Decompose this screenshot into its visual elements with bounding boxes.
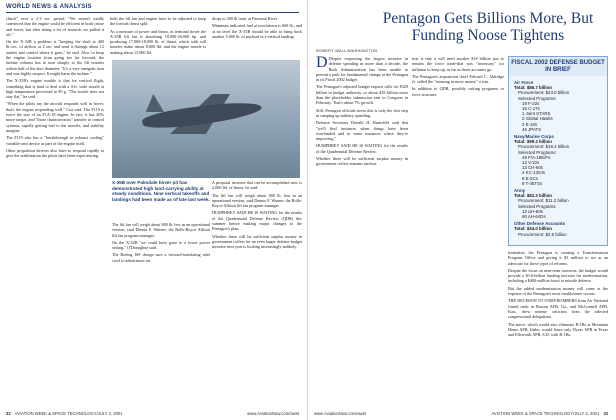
- paragraph: Minimum indicated fuel at touchdown is 600 lb., and at no level the X-35B should be able to bring back another 5,000 lb. of payload in a vertical landing.: [212, 23, 302, 39]
- group-total: Total: $82.2 billion: [514, 193, 552, 199]
- paragraph: Whether there will be sufficient surplus money in government coffers remains unclear.: [316, 156, 408, 167]
- group-procurement: Procurement: $23.0 billion: [518, 90, 570, 96]
- publication-line: AVIATION WEEK & SPACE TECHNOLOGY/JULY 2, 2001: [14, 411, 123, 416]
- left-column-2-bottom: [112, 222, 210, 398]
- paragraph: Still, Pentagon officials stress this is only the first step in ramping up military spending.: [316, 107, 408, 118]
- group-name: Air Force: [514, 80, 534, 85]
- program-item: 2 Global Hawks: [522, 116, 553, 122]
- photo-caption: X-35B over Palmdale hover pit has demonstrated high land-carrying ability at steady conditions. Nine vertical takeoffs and landings had been made as of late last week.: [112, 180, 210, 202]
- program-item: 15 C-17s: [522, 106, 540, 112]
- right-footer: [314, 411, 608, 416]
- paragraph: The Pentagon's acquisition chief Edward C. Aldridge Jr. called the "seeming in more money" a win.: [412, 73, 504, 85]
- group-name: Other Defense Accounts: [514, 221, 566, 227]
- left-footer: [6, 411, 299, 416]
- program-item: 4 KC-130Js: [522, 170, 545, 176]
- group-selected: Selected Programs:: [518, 95, 557, 101]
- paragraph: THE DECISION TO STRIP BOMBERS from Air National Guard units in Boston AFB, Ga., and McConnell AFB, Kan., drew intense criticism from the affected congressional delegations.: [508, 298, 608, 320]
- group-selected: Selected Programs:: [518, 149, 557, 155]
- program-item: 8 E-2Cs: [522, 175, 538, 181]
- group-total: Total: $34.0 billion: [514, 226, 552, 232]
- paragraph: The move, which would also eliminate B-1Bs at Mountain Home AFB, Idaho, would leave only Dyess AFB in Texas and Ellsworth AFB, S.D. with B-1Bs.: [508, 321, 608, 338]
- byline: ROBERT WALL/WASHINGTON: [316, 48, 378, 53]
- paragraph: On the X-32B "we could have gone to a lower power setting," O'Donoghue said.: [112, 239, 210, 251]
- paragraph: The Boeing JSF design uses a forward-translating inlet cowl to admit more air.: [112, 252, 210, 263]
- group-procurement: Procurement: $18.4 billion: [518, 144, 570, 150]
- program-item: 19 F-22s: [522, 100, 540, 106]
- paragraph: The lift fan will weigh about 800 lb. less in an operational version, said Dennis F. Warner, the Rolls-Royce Allison lift fan program manager.: [212, 192, 302, 209]
- aircraft-photo: [112, 60, 300, 178]
- paragraph: [316, 56, 408, 82]
- paragraph: A proposal increase that can be accomplished now is 2,000 lbf. of thrust, he said.: [212, 180, 302, 191]
- program-item: 12 V-22s: [522, 160, 540, 166]
- paragraph: But the added modernization money will come at the expense of the Pentagon's most troublesome sectors.: [508, 285, 608, 297]
- drop-cap: D: [316, 56, 328, 71]
- paragraph: The X-35B's engine trouble is that for vertical flight, something that is hard to deal with a 4-ft. wide nozzle at high temperature processed to 90 g. "The nozzle does not stay flat," he said.: [6, 78, 104, 100]
- website-link[interactable]: www.AviationNow.com/awst: [247, 411, 299, 416]
- paragraph: "When the pilots say the aircraft responds well in hover, that's the engine responding well," Coa said. The F119 is twice the size of an F1A-18 engine. In fact, it has 40% more torque, and "those characteristics" transfer to control systems, rapidly getting fuel to the nozzles, and stability margins.: [6, 101, 104, 133]
- right-column-2: [412, 56, 504, 396]
- left-column-2-top: [110, 16, 206, 58]
- article-headline: Pentagon Gets Billions More, But Funding Noose Tightens: [382, 10, 594, 44]
- program-item: 13 CH-60s: [522, 165, 543, 171]
- program-item: 46 JPATS: [522, 126, 542, 132]
- program-item: 60 AH-64Ds: [522, 214, 546, 220]
- paragraph: Despite the focus on near-term concerns, the budget would provide a $3.6-billion funding increase for modernization, including a $400-million boost to missile defense.: [508, 267, 608, 284]
- group-total: Total: $99.2 billion: [514, 139, 552, 145]
- sidebar-title: FISCAL 2002 DEFENSE BUDGET IN BRIEF: [509, 57, 607, 76]
- group-selected: Selected Programs:: [518, 203, 557, 209]
- program-item: 12 UH-60s: [522, 208, 543, 214]
- program-item: 9 T-45TSs: [522, 180, 543, 186]
- publication-line: AVIATION WEEK & SPACE TECHNOLOGY/JULY 2, 2001: [491, 411, 600, 416]
- left-column-3-bottom: [212, 180, 302, 398]
- program-item: 48 F/A-18E/Fs: [522, 154, 551, 160]
- program-item: 2 E-10s: [522, 121, 538, 127]
- paragraph: HUMPHREY SAID HE IS WAITING for the results of the Quadrennial Defense Review (QDR) this summer before making major changes to the Pentagon's plan.: [212, 210, 302, 232]
- group-procurement: Procurement: $11.2 billion: [518, 198, 569, 204]
- paragraph: formation, the Pentagon is creating a Transformation Program Office and giving it $3 million to act as an advocate for these types of reforms.: [508, 250, 608, 266]
- left-column-3-top: [212, 16, 302, 58]
- group-name: Navy/Marine Corps: [514, 134, 554, 140]
- paragraph: clutch" over a 2-3 sec. period. "We weren't totally convinced that the engine could be efficient in both cruise and hover, but after doing a lot of research we pulled it off.": [6, 16, 104, 37]
- lead-text: Despite requesting the largest increase in defense spending in more than a decade, the Bush Administration has been unable to present a path for fundamental change at the Pentagon in its Fiscal 2002 budget.: [316, 56, 408, 83]
- section-header: WORLD NEWS & ANALYSIS: [6, 4, 92, 10]
- paragraph: On the X-32B a problem is "keeping the shaft at 400 lb./sec. of airflow at 2 sec. and send it through about 12 outlets and control where it goes," he said. Also, to keep the engine location from going too far forward, the turbine exhaust has to turn sharply to the lift nozzles within half of the duct diameter. "It's a very energetic turn and was highly suspect. It might harm the turbine.": [6, 39, 104, 76]
- group-total: Total: $86.7 billion: [514, 85, 552, 91]
- paragraph: In addition to QDR, possibly cutting programs or force structure.: [412, 86, 504, 97]
- header-rule: [6, 12, 299, 13]
- group-name: Army: [514, 188, 526, 194]
- website-link[interactable]: www.AviationNow.com/awst: [314, 411, 366, 416]
- aircraft-tail: [146, 94, 164, 112]
- page-number: 32: [6, 411, 11, 416]
- group-procurement: Procurement: $2.5 billion: [518, 231, 567, 237]
- page-number: 33: [603, 411, 608, 416]
- paragraph: both the lift fan and engine have to be adjusted to keep the fore/aft thrust split.: [110, 16, 206, 27]
- paragraph: Defense Secretary Donald H. Rumsfeld said that "we'll find instances when things have been overfunded and in some instances where they're improving.": [316, 120, 408, 142]
- paragraph: Other propulsion devices also have to respond rapidly to give the stabilization the pilots have been experiencing.: [6, 147, 104, 159]
- paragraph: drops to 300 lb./min. at Patuxent River.: [212, 16, 278, 21]
- paragraph: HUMPHREY SAID HE IS WAITING for the results of the Quadrennial Defense Review.: [316, 143, 408, 154]
- sidebar-body: [509, 76, 607, 239]
- paragraph: Whether there will be sufficient surplus money in government coffers for an even larger defense budget increase next year is looking increasingly unlikely.: [212, 233, 302, 250]
- paragraph: tion is that it will need another $18 billion just to remain the force trade-that was "necessary" for inflation to keep up, as far as those accounts go.: [412, 56, 504, 72]
- program-item: 1 Joint STARS: [522, 111, 551, 117]
- paragraph: As a measure of power and thrust, in terminal hover the X-35B lift fan is absorbing 18,000-20,000 hp. and producing 17,000-18,000 lb. of thrust, which with roll nozzles make about 8,000 lbf. and the engine nozzle is making about 13,000 lbf.: [110, 28, 206, 55]
- paragraph: The F119 also has a "breakthrough in exhaust cooling" variable-area device as part of the engine itself.: [6, 135, 104, 146]
- right-column-1: [316, 56, 408, 396]
- paragraph: The lift fan will weigh about 800 lb. less in an operational version, said Dennis F. Warner, the Rolls-Royce Allison lift fan program manager.: [112, 222, 210, 238]
- budget-sidebar: [508, 56, 608, 246]
- left-column-1: [6, 16, 104, 411]
- paragraph: The Pentagon's adjusted budget request calls for $329 billion in budget authority, or about $18 billion more than the placeholder submission sent to Congress in February. That's about 7% growth.: [316, 84, 408, 106]
- right-column-3: [508, 250, 608, 396]
- right-page: [308, 0, 616, 420]
